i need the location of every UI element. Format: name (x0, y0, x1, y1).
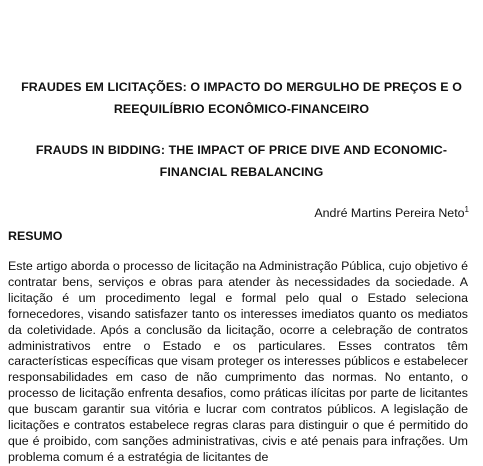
abstract-heading: RESUMO (8, 229, 63, 243)
title-english: FRAUDS IN BIDDING: THE IMPACT OF PRICE DIVE AND ECONOMIC-FINANCIAL REBALANCING (35, 143, 448, 179)
title-portuguese: FRAUDES EM LICITAÇÕES: O IMPACTO DO MERGULHO DE PREÇOS E O REEQUILÍBRIO ECONÔMICO-FINANCEIRO (21, 80, 462, 116)
author-line (314, 205, 469, 221)
author-name: André Martins Pereira Neto (314, 206, 465, 220)
abstract-body: Este artigo aborda o processo de licitação na Administração Pública, cujo objetivo é contratar bens, serviços e obras para atender às necessidades da sociedade. A licitação é um procedimento legal e formal pelo qual o Estado seleciona fornecedores, visando satisfazer tanto os interesses imediatos quanto os mediatos da coletividade. Após a conclusão da licitação, ocorre a celebração de contratos administrativos entre o Estado e os particulares. Esses contratos têm características específicas que visam proteger os interesses públicos e estabelecer responsabilidades em caso de não cumprimento das normas. No entanto, o processo de licitação enfrenta desafios, como práticas ilícitas por parte de licitantes que buscam garantir sua vitória e lucrar com contratos públicos. A legislação de licitações e contratos estabelece regras claras para distinguir o que é permitido do que é proibido, com sanções administrativas, civis e até penais para infrações. Um problema comum é a estratégia de licitantes de (8, 259, 468, 464)
author-footnote-mark[interactable]: 1 (464, 204, 469, 214)
